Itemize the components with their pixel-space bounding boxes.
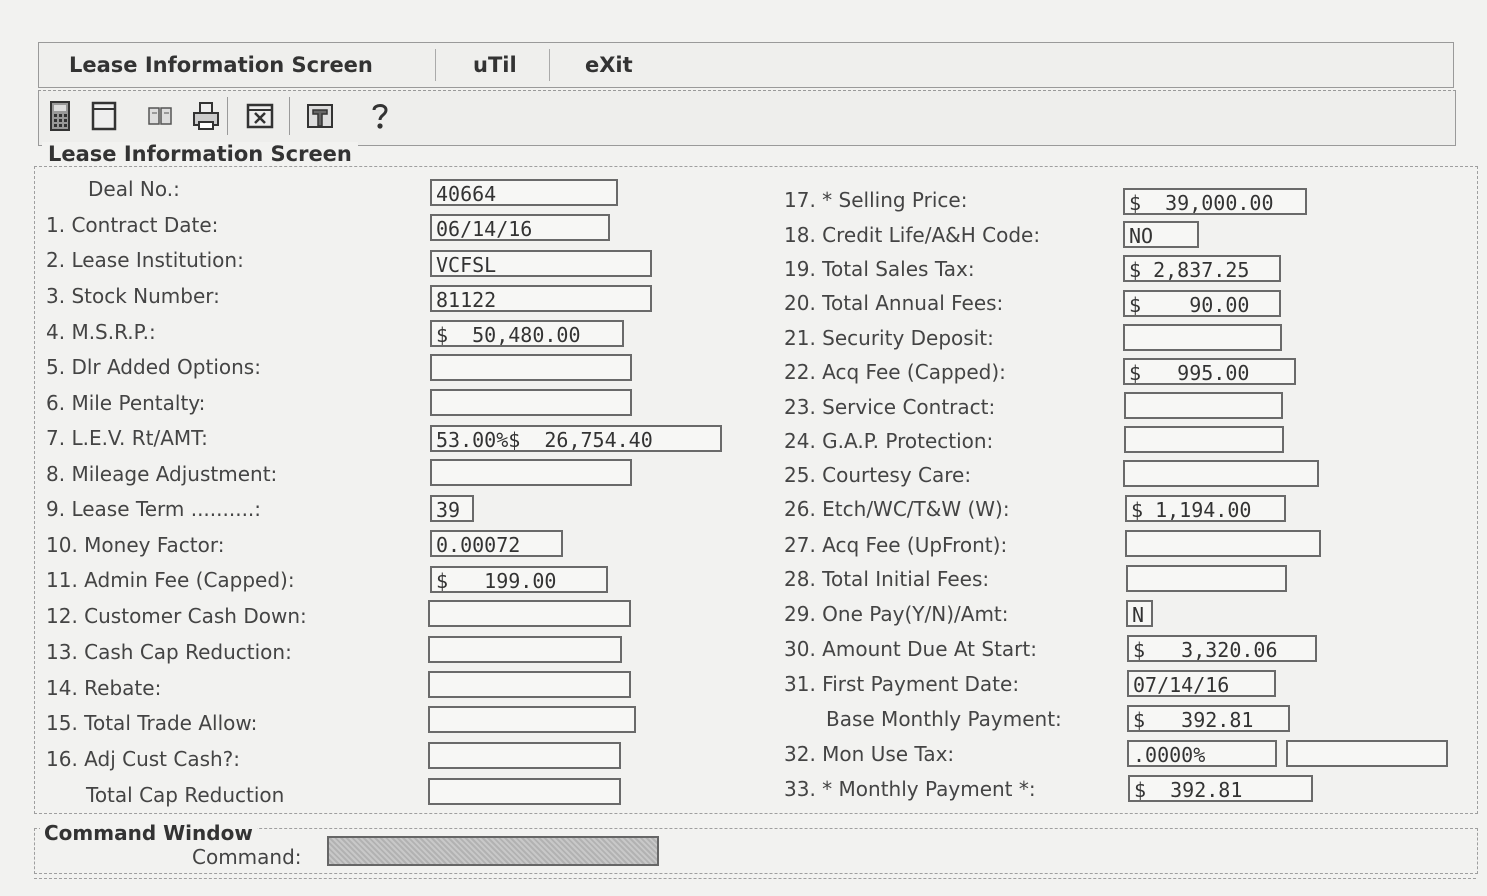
label-total-annual-fees: 20. Total Annual Fees: — [784, 291, 1004, 315]
total-trade-allow-field[interactable] — [428, 706, 636, 733]
panel-title: Lease Information Screen — [42, 142, 358, 166]
command-window-title: Command Window — [40, 821, 257, 845]
page-icon[interactable] — [89, 100, 119, 132]
command-label: Command: — [192, 845, 302, 869]
toolbar-separator — [289, 97, 290, 135]
label-monthly-payment: 33. * Monthly Payment *: — [784, 777, 1036, 801]
label-total-trade-allow: 15. Total Trade Allow: — [46, 711, 258, 735]
admin-fee-field[interactable]: $ 199.00 — [430, 566, 608, 593]
label-stock-number: 3. Stock Number: — [46, 284, 220, 308]
menu-lease-information-screen[interactable]: Lease Information Screen — [69, 53, 373, 77]
close-window-icon[interactable] — [245, 100, 275, 132]
lev-rt-amt-field[interactable]: 53.00%$ 26,754.40 — [430, 425, 722, 452]
total-initial-fees-field[interactable] — [1126, 565, 1287, 592]
label-service-contract: 23. Service Contract: — [784, 395, 996, 419]
label-mile-pentalty: 6. Mile Pentalty: — [46, 391, 206, 415]
label-lease-institution: 2. Lease Institution: — [46, 248, 244, 272]
label-first-payment-date: 31. First Payment Date: — [784, 672, 1020, 696]
credit-life-code-field[interactable]: NO — [1123, 221, 1199, 248]
toolbar-separator — [227, 97, 228, 135]
label-lev-rt-amt: 7. L.E.V. Rt/AMT: — [46, 426, 208, 450]
stock-number-field[interactable]: 81122 — [430, 285, 652, 312]
menu-util[interactable]: uTil — [473, 53, 517, 77]
security-deposit-field[interactable] — [1123, 324, 1282, 351]
menu-separator — [435, 49, 436, 81]
label-one-pay: 29. One Pay(Y/N)/Amt: — [784, 602, 1009, 626]
acq-fee-upfront-field[interactable] — [1125, 530, 1321, 557]
label-mon-use-tax: 32. Mon Use Tax: — [784, 742, 955, 766]
label-acq-fee-upfront: 27. Acq Fee (UpFront): — [784, 533, 1008, 557]
monthly-payment-field[interactable]: $ 392.81 — [1128, 775, 1313, 802]
label-money-factor: 10. Money Factor: — [46, 533, 225, 557]
find-icon[interactable] — [145, 100, 175, 132]
customer-cash-down-field[interactable] — [428, 600, 631, 627]
acq-fee-capped-field[interactable]: $ 995.00 — [1123, 358, 1296, 385]
deal-no-field[interactable]: 40664 — [430, 179, 618, 206]
label-base-monthly-payment: Base Monthly Payment: — [826, 707, 1062, 731]
label-credit-life-code: 18. Credit Life/A&H Code: — [784, 223, 1041, 247]
label-customer-cash-down: 12. Customer Cash Down: — [46, 604, 307, 628]
label-lease-term: 9. Lease Term ..........: — [46, 497, 262, 521]
label-selling-price: 17. * Selling Price: — [784, 188, 968, 212]
mon-use-tax-amount-field[interactable] — [1286, 740, 1448, 767]
cash-cap-reduction-field[interactable] — [428, 636, 622, 663]
dlr-added-options-field[interactable] — [430, 354, 632, 381]
label-cash-cap-reduction: 13. Cash Cap Reduction: — [46, 640, 292, 664]
label-acq-fee-capped: 22. Acq Fee (Capped): — [784, 360, 1006, 384]
mile-pentalty-field[interactable] — [430, 389, 632, 416]
tools-icon[interactable] — [305, 100, 335, 132]
service-contract-field[interactable] — [1124, 392, 1283, 419]
label-deal-no: Deal No.: — [88, 177, 180, 201]
label-mileage-adjustment: 8. Mileage Adjustment: — [46, 462, 278, 486]
courtesy-care-field[interactable] — [1123, 460, 1319, 487]
total-cap-reduction-field[interactable] — [428, 778, 621, 805]
rebate-field[interactable] — [428, 671, 631, 698]
etch-wc-tw-field[interactable]: $ 1,194.00 — [1125, 495, 1286, 522]
first-payment-date-field[interactable]: 07/14/16 — [1127, 670, 1276, 697]
menu-exit[interactable]: eXit — [585, 53, 633, 77]
money-factor-field[interactable]: 0.00072 — [430, 530, 563, 557]
label-msrp: 4. M.S.R.P.: — [46, 320, 156, 344]
selling-price-field[interactable]: $ 39,000.00 — [1123, 188, 1307, 215]
label-courtesy-care: 25. Courtesy Care: — [784, 463, 972, 487]
toolbar — [38, 90, 1456, 146]
label-security-deposit: 21. Security Deposit: — [784, 326, 994, 350]
bottom-panel — [34, 878, 1476, 896]
calculator-icon[interactable] — [45, 100, 75, 132]
label-total-initial-fees: 28. Total Initial Fees: — [784, 567, 990, 591]
msrp-field[interactable]: $ 50,480.00 — [430, 320, 624, 347]
amount-due-at-start-field[interactable]: $ 3,320.06 — [1127, 635, 1317, 662]
label-gap-protection: 24. G.A.P. Protection: — [784, 429, 994, 453]
label-dlr-added-options: 5. Dlr Added Options: — [46, 355, 261, 379]
total-sales-tax-field[interactable]: $ 2,837.25 — [1123, 255, 1281, 282]
mon-use-tax-field[interactable]: .0000% — [1127, 740, 1277, 767]
label-admin-fee: 11. Admin Fee (Capped): — [46, 568, 295, 592]
base-monthly-payment-field[interactable]: $ 392.81 — [1127, 705, 1290, 732]
menu-bar — [38, 42, 1454, 88]
total-annual-fees-field[interactable]: $ 90.00 — [1123, 290, 1281, 317]
label-amount-due-at-start: 30. Amount Due At Start: — [784, 637, 1037, 661]
lease-term-field[interactable]: 39 — [430, 495, 474, 522]
command-input[interactable] — [327, 836, 659, 866]
label-etch-wc-tw: 26. Etch/WC/T&W (W): — [784, 497, 1010, 521]
one-pay-field[interactable]: N — [1126, 600, 1153, 627]
lease-institution-field[interactable]: VCFSL — [430, 250, 652, 277]
menu-separator — [549, 49, 550, 81]
mileage-adjustment-field[interactable] — [430, 459, 632, 486]
label-total-sales-tax: 19. Total Sales Tax: — [784, 257, 975, 281]
label-contract-date: 1. Contract Date: — [46, 213, 219, 237]
label-total-cap-reduction: Total Cap Reduction — [86, 783, 285, 807]
label-adj-cust-cash: 16. Adj Cust Cash?: — [46, 747, 241, 771]
print-icon[interactable] — [191, 100, 221, 132]
adj-cust-cash-field[interactable] — [428, 742, 621, 769]
label-rebate: 14. Rebate: — [46, 676, 162, 700]
help-icon[interactable] — [365, 100, 395, 132]
gap-protection-field[interactable] — [1124, 426, 1284, 453]
contract-date-field[interactable]: 06/14/16 — [430, 214, 610, 241]
